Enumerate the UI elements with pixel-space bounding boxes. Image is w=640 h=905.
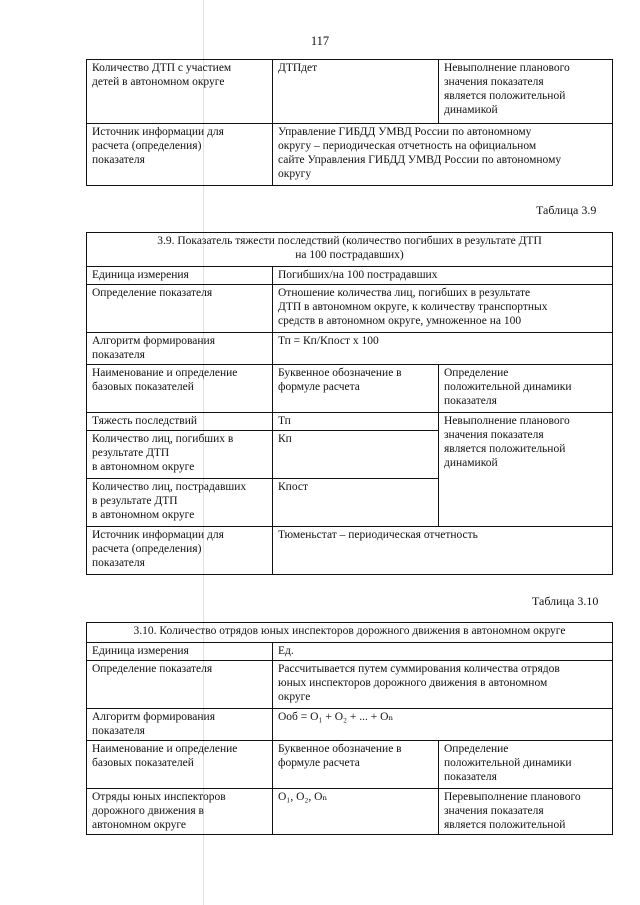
- definition-value: Отношение количества лиц, погибших в результате ДТП в автономном округе, к количеству транспортных средств в автономном округе, умноженное на 100: [273, 285, 613, 333]
- base-row-name: Количество лиц, погибших в результате ДТП в автономном округе: [87, 431, 273, 479]
- base-row-symbol: Кпост: [273, 479, 439, 527]
- table-3-10: [86, 622, 613, 835]
- table-row: [87, 124, 613, 186]
- definition-value: Рассчитывается путем суммирования количества отрядов юных инспекторов дорожного движения в автономном округе: [273, 661, 613, 709]
- table-title: 3.9. Показатель тяжести последствий (количество погибших в результате ДТП на 100 пострадавших): [87, 233, 613, 267]
- table-3-9: [86, 232, 613, 575]
- table-row: [87, 60, 613, 124]
- cell-symbol: ДТПдет: [273, 60, 439, 124]
- caption-table-3-9: Таблица 3.9: [536, 203, 597, 217]
- cell-dynamics: Невыполнение планового значения показателя является положительной динамикой: [439, 60, 613, 124]
- base-indicators-label: Наименование и определение базовых показателей: [87, 365, 273, 413]
- table-row: [87, 709, 613, 741]
- source-value: Тюменьстат – периодическая отчетность: [273, 527, 613, 575]
- table-row: [87, 333, 613, 365]
- source-label: Источник информации для расчета (определения) показателя: [87, 527, 273, 575]
- unit-value: Погибших/на 100 пострадавших: [273, 267, 613, 285]
- base-row-name: Тяжесть последствий: [87, 413, 273, 431]
- table-row: [87, 741, 613, 789]
- base-row-name: Отряды юных инспекторов дорожного движения в автономном округе: [87, 789, 273, 835]
- algorithm-value: Тп = Кп/Кпост х 100: [273, 333, 613, 365]
- base-indicators-label: Наименование и определение базовых показателей: [87, 741, 273, 789]
- table-row: [87, 643, 613, 661]
- definition-label: Определение показателя: [87, 285, 273, 333]
- table-row: [87, 661, 613, 709]
- caption-table-3-10: Таблица 3.10: [532, 594, 599, 608]
- dynamics-column-header: Определение положительной динамики показателя: [439, 365, 613, 413]
- dynamics-column-header: Определение положительной динамики показателя: [439, 741, 613, 789]
- unit-value: Ед.: [273, 643, 613, 661]
- table-row: [87, 527, 613, 575]
- cell-source-value: Управление ГИБДД УМВД России по автономному округу – периодическая отчетность на официальном сайте Управления ГИБДД УМВД России по автономному округу: [273, 124, 613, 186]
- table-row: [87, 413, 613, 431]
- base-row-name: Количество лиц, пострадавших в результате ДТП в автономном округе: [87, 479, 273, 527]
- base-row-symbol: Кп: [273, 431, 439, 479]
- table-continuation: [86, 59, 613, 186]
- cell-indicator-name: Количество ДТП с участием детей в автономном округе: [87, 60, 273, 124]
- table-header-row: [87, 233, 613, 267]
- symbol-column-header: Буквенное обозначение в формуле расчета: [273, 365, 439, 413]
- algorithm-value: Ооб = О₁ + О₂ + ... + Оₙ: [273, 709, 613, 741]
- cell-source-label: Источник информации для расчета (определения) показателя: [87, 124, 273, 186]
- symbol-column-header: Буквенное обозначение в формуле расчета: [273, 741, 439, 789]
- base-row-symbol: Тп: [273, 413, 439, 431]
- page-number: 117: [310, 34, 330, 48]
- table-title: 3.10. Количество отрядов юных инспекторов дорожного движения в автономном округе: [87, 623, 613, 643]
- dynamics-value: Перевыполнение планового значения показателя является положительной: [439, 789, 613, 835]
- table-header-row: [87, 623, 613, 643]
- table-row: [87, 285, 613, 333]
- dynamics-value: Невыполнение планового значения показателя является положительной динамикой: [439, 413, 613, 527]
- unit-label: Единица измерения: [87, 643, 273, 661]
- algorithm-label: Алгоритм формирования показателя: [87, 709, 273, 741]
- unit-label: Единица измерения: [87, 267, 273, 285]
- definition-label: Определение показателя: [87, 661, 273, 709]
- base-row-symbol: О₁, О₂, Оₙ: [273, 789, 439, 835]
- table-row: [87, 267, 613, 285]
- table-row: [87, 365, 613, 413]
- algorithm-label: Алгоритм формирования показателя: [87, 333, 273, 365]
- table-row: [87, 789, 613, 835]
